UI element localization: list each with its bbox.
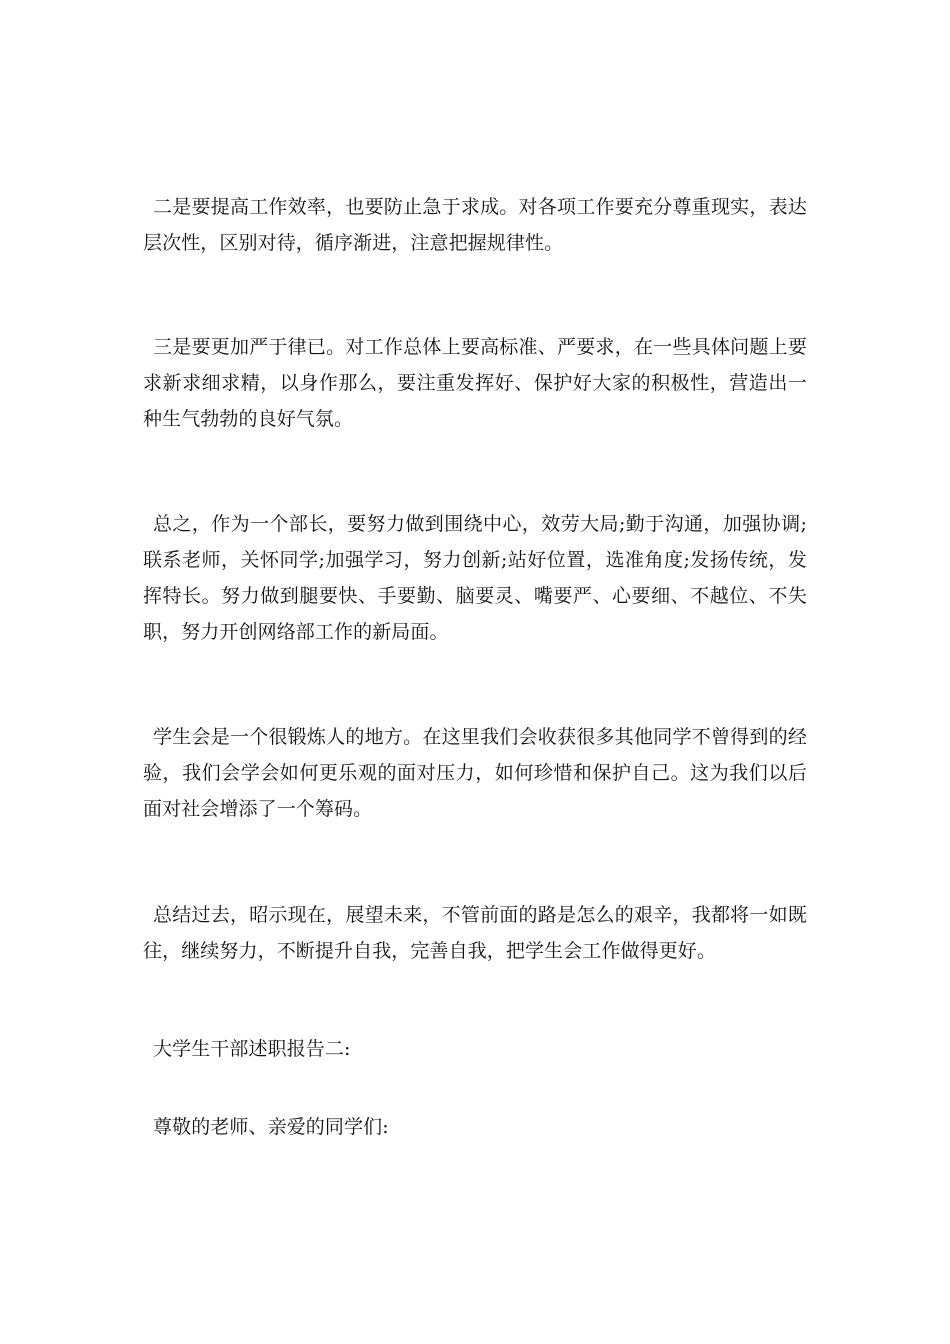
salutation: 尊敬的老师、亲爱的同学们: <box>153 1116 389 1138</box>
paragraph-student-union: 学生会是一个很锻炼人的地方。在这里我们会收获很多其他同学不曾得到的经验，我们会学会如何更乐观的面对压力，如何珍惜和保护自己。这为我们以后面对社会增添了一个筹码。 <box>143 726 807 820</box>
paragraph-self-discipline: 三是要更加严于律已。对工作总体上要高标准、严要求，在一些具体问题上要求新求细求精，以身作那么，要注重发挥好、保护好大家的积极性，营造出一种生气勃勃的良好气氛。 <box>143 336 807 430</box>
report-two-heading: 大学生干部述职报告二: <box>153 1038 351 1060</box>
paragraph-conclusion: 总结过去，昭示现在，展望未来，不管前面的路是怎么的艰辛，我都将一如既往，继续努力，不断提升自我，完善自我，把学生会工作做得更好。 <box>143 904 807 962</box>
paragraph-summary: 总之，作为一个部长，要努力做到围绕中心，效劳大局;勤于沟通，加强协调;联系老师，关怀同学;加强学习，努力创新;站好位置，选准角度;发扬传统，发挥特长。努力做到腿要快、手要勤、脑要灵、嘴要严、心要细、不越位、不失职，努力开创网络部工作的新局面。 <box>143 513 807 643</box>
paragraph-efficiency: 二是要提高工作效率，也要防止急于求成。对各项工作要充分尊重现实，表达层次性，区别对待，循序渐进，注意把握规律性。 <box>143 196 807 254</box>
